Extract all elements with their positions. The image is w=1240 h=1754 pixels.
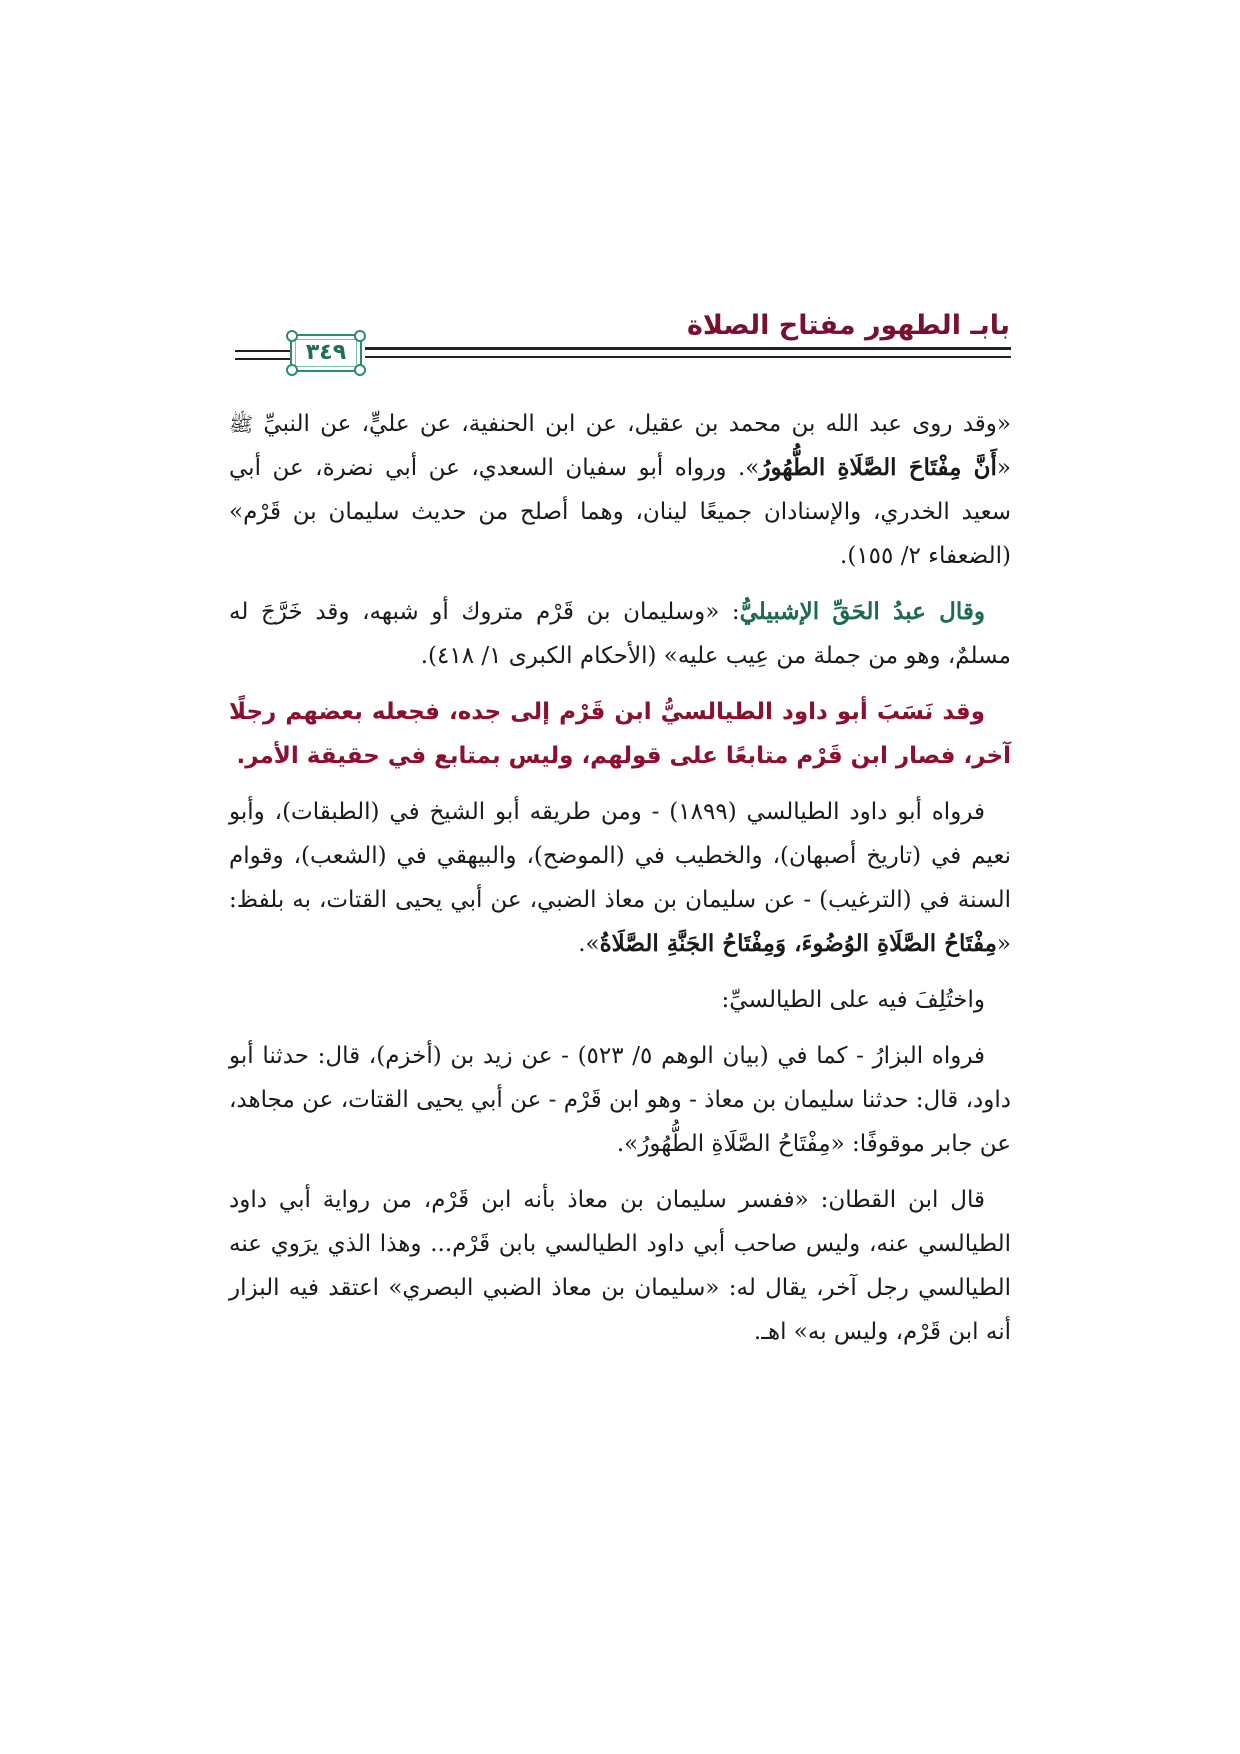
header-rule-right-top xyxy=(365,347,1011,350)
page-number-frame xyxy=(290,334,362,372)
ornament-corner-icon xyxy=(286,330,298,342)
paragraph-2: وقال عبدُ الحَقِّ الإشبيليُّ: «وسليمان بن قَرْم متروك أو شبهه، وقد خَرَّجَ له مسلمٌ، وهو من جملة من عِيب عليه» (الأحكام الكبرى ١/ ٤١٨). xyxy=(229,598,1011,669)
paragraph-3-highlight: وقد نَسَبَ أبو داود الطيالسيُّ ابن قَرْم إلى جده، فجعله بعضهم رجلًا آخر، فصار ابن قَرْم متابعًا على قولهم، وليس بمتابع في حقيقة الأمر. xyxy=(229,699,1011,769)
paragraph-6: فرواه البزارُ - كما في (بيان الوهم ٥/ ٥٢٣) - عن زيد بن (أخزم)، قال: حدثنا أبو داود، قال: حدثنا سليمان بن معاذ - وهو ابن قَرْم - عن أبي يحيى القتات، عن مجاهد، عن جابر موقوفًا: «مِفْتَاحُ الصَّلَاةِ الطُّهُورُ». xyxy=(229,1043,1011,1157)
paragraph-4: فرواه أبو داود الطيالسي (١٨٩٩) - ومن طريقه أبو الشيخ في (الطبقات)، وأبو نعيم في (تاريخ أصبهان)، والخطيب في (الموضح)، والبيهقي في (الشعب)، وقوام السنة في (الترغيب) - عن سليمان بن معاذ الضبي، عن أبي يحيى القتات، به بلفظ: «مِفْتَاحُ الصَّلَاةِ الوُضُوءَ، وَمِفْتَاحُ الجَنَّةِ الصَّلَاةُ». xyxy=(229,799,1011,957)
hadith-text: أَنَّ مِفْتَاحَ الصَّلَاةِ الطُّهُورُ xyxy=(759,454,997,481)
hadith-text: مِفْتَاحُ الصَّلَاةِ الوُضُوءَ، وَمِفْتَاحُ الجَنَّةِ الصَّلَاةُ xyxy=(599,930,997,957)
body-text xyxy=(229,402,1011,1366)
ornament-corner-icon xyxy=(286,364,298,376)
scholar-name: وقال عبدُ الحَقِّ الإشبيليُّ xyxy=(739,598,985,625)
paragraph-5: واختُلِفَ فيه على الطيالسيِّ: xyxy=(721,987,985,1013)
ornament-corner-icon xyxy=(354,330,366,342)
paragraph-1: «وقد روى عبد الله بن محمد بن عقيل، عن ابن الحنفية، عن عليٍّ، عن النبيِّ ﷺ «أَنَّ مِفْتَاحَ الصَّلَاةِ الطُّهُورُ». ورواه أبو سفيان السعدي، عن أبي نضرة، عن أبي سعيد الخدري، والإسنادان جميعًا لينان، وهما أصلح من حديث سليمان بن قَرْم» (الضعفاء ٢/ ١٥٥). xyxy=(229,411,1011,569)
page-number: ٣٤٩ xyxy=(305,340,347,365)
ornament-corner-icon xyxy=(354,364,366,376)
header-rule-right-bottom xyxy=(365,356,1011,358)
salawat-symbol: ﷺ xyxy=(229,412,254,436)
paragraph-7: قال ابن القطان: «ففسر سليمان بن معاذ بأنه ابن قَرْم، من رواية أبي داود الطيالسي عنه، وليس صاحب أبي داود الطيالسي بابن قَرْم... وهذا الذي يرَوي عنه الطيالسي رجل آخر، يقال له: «سليمان بن معاذ الضبي البصري» اعتقد فيه البزار أنه ابن قَرْم، وليس به» اهـ. xyxy=(229,1187,1011,1345)
chapter-title: بابـ الطهور مفتاح الصلاة xyxy=(686,310,1010,341)
